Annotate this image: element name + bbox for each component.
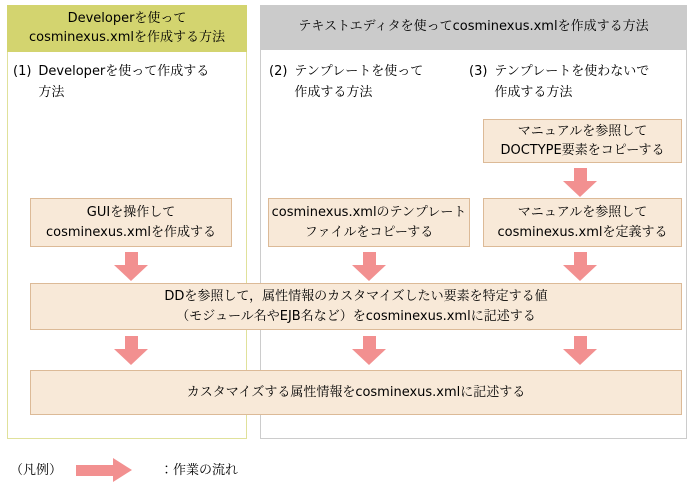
- gui-create-line1: GUIを操作して: [86, 205, 176, 220]
- dd-reference-line1: DDを参照して，属性情報のカスタマイズしたい要素を特定する値: [164, 289, 548, 304]
- customize-line1: カスタマイズする属性情報をcosminexus.xmlに記述する: [186, 384, 526, 400]
- legend-caption: ：作業の流れ: [160, 463, 239, 478]
- arrow-define-to-dd-icon: [563, 252, 597, 281]
- arrow-gui-to-dd-icon: [114, 252, 148, 281]
- method-3-line1: テンプレートを使わないで: [494, 64, 650, 79]
- method-2-line1: テンプレートを使って: [294, 64, 424, 79]
- arrow-doctype-to-define-icon: [563, 168, 597, 197]
- method-2-number: (2): [269, 64, 288, 79]
- legend-label: （凡例）: [10, 463, 63, 478]
- arrow-dd-to-customize-right-icon: [563, 336, 597, 365]
- method-1-line2: 方法: [38, 84, 65, 100]
- method-1-line1: Developerを使って作成する: [38, 64, 210, 79]
- gui-create-box: [30, 198, 232, 247]
- method-3-item: [469, 62, 649, 104]
- template-copy-line2: ファイルをコピーする: [304, 224, 434, 240]
- method-3-number: (3): [469, 64, 488, 79]
- arrow-dd-to-customize-middle-icon: [352, 336, 386, 365]
- method-2-line2: 作成する方法: [294, 84, 373, 100]
- dd-reference-line2: （モジュール名やEJB名など）をcosminexus.xmlに記述する: [176, 308, 536, 324]
- developer-method-header-line1: Developerを使って: [67, 10, 187, 26]
- template-copy-box: [268, 198, 470, 247]
- legend-flow-arrow-icon: [76, 458, 132, 482]
- developer-method-header: [7, 5, 247, 52]
- arrow-template-to-dd-icon: [352, 252, 386, 281]
- developer-method-header-line2: cosminexus.xmlを作成する方法: [29, 29, 225, 45]
- texteditor-method-header: [260, 5, 687, 50]
- manual-define-line1: マニュアルを参照して: [517, 205, 648, 220]
- customize-box: [30, 370, 682, 415]
- method-1-number: (1): [13, 64, 32, 79]
- doctype-copy-line1: マニュアルを参照して: [517, 123, 648, 139]
- manual-define-line2: cosminexus.xmlを定義する: [497, 224, 668, 240]
- texteditor-method-header-line: テキストエディタを使ってcosminexus.xmlを作成する方法: [298, 19, 649, 35]
- method-2-item: [269, 62, 423, 104]
- method-1-item: [13, 62, 209, 104]
- dd-reference-box: [30, 283, 682, 330]
- template-copy-line1: cosminexus.xmlのテンプレート: [271, 205, 467, 220]
- gui-create-line2: cosminexus.xmlを作成する: [46, 224, 216, 240]
- manual-define-box: [483, 198, 682, 247]
- doctype-copy-line2: DOCTYPE要素をコピーする: [500, 143, 665, 158]
- method-3-line2: 作成する方法: [494, 84, 573, 100]
- arrow-dd-to-customize-left-icon: [114, 336, 148, 365]
- doctype-copy-box: [483, 119, 682, 163]
